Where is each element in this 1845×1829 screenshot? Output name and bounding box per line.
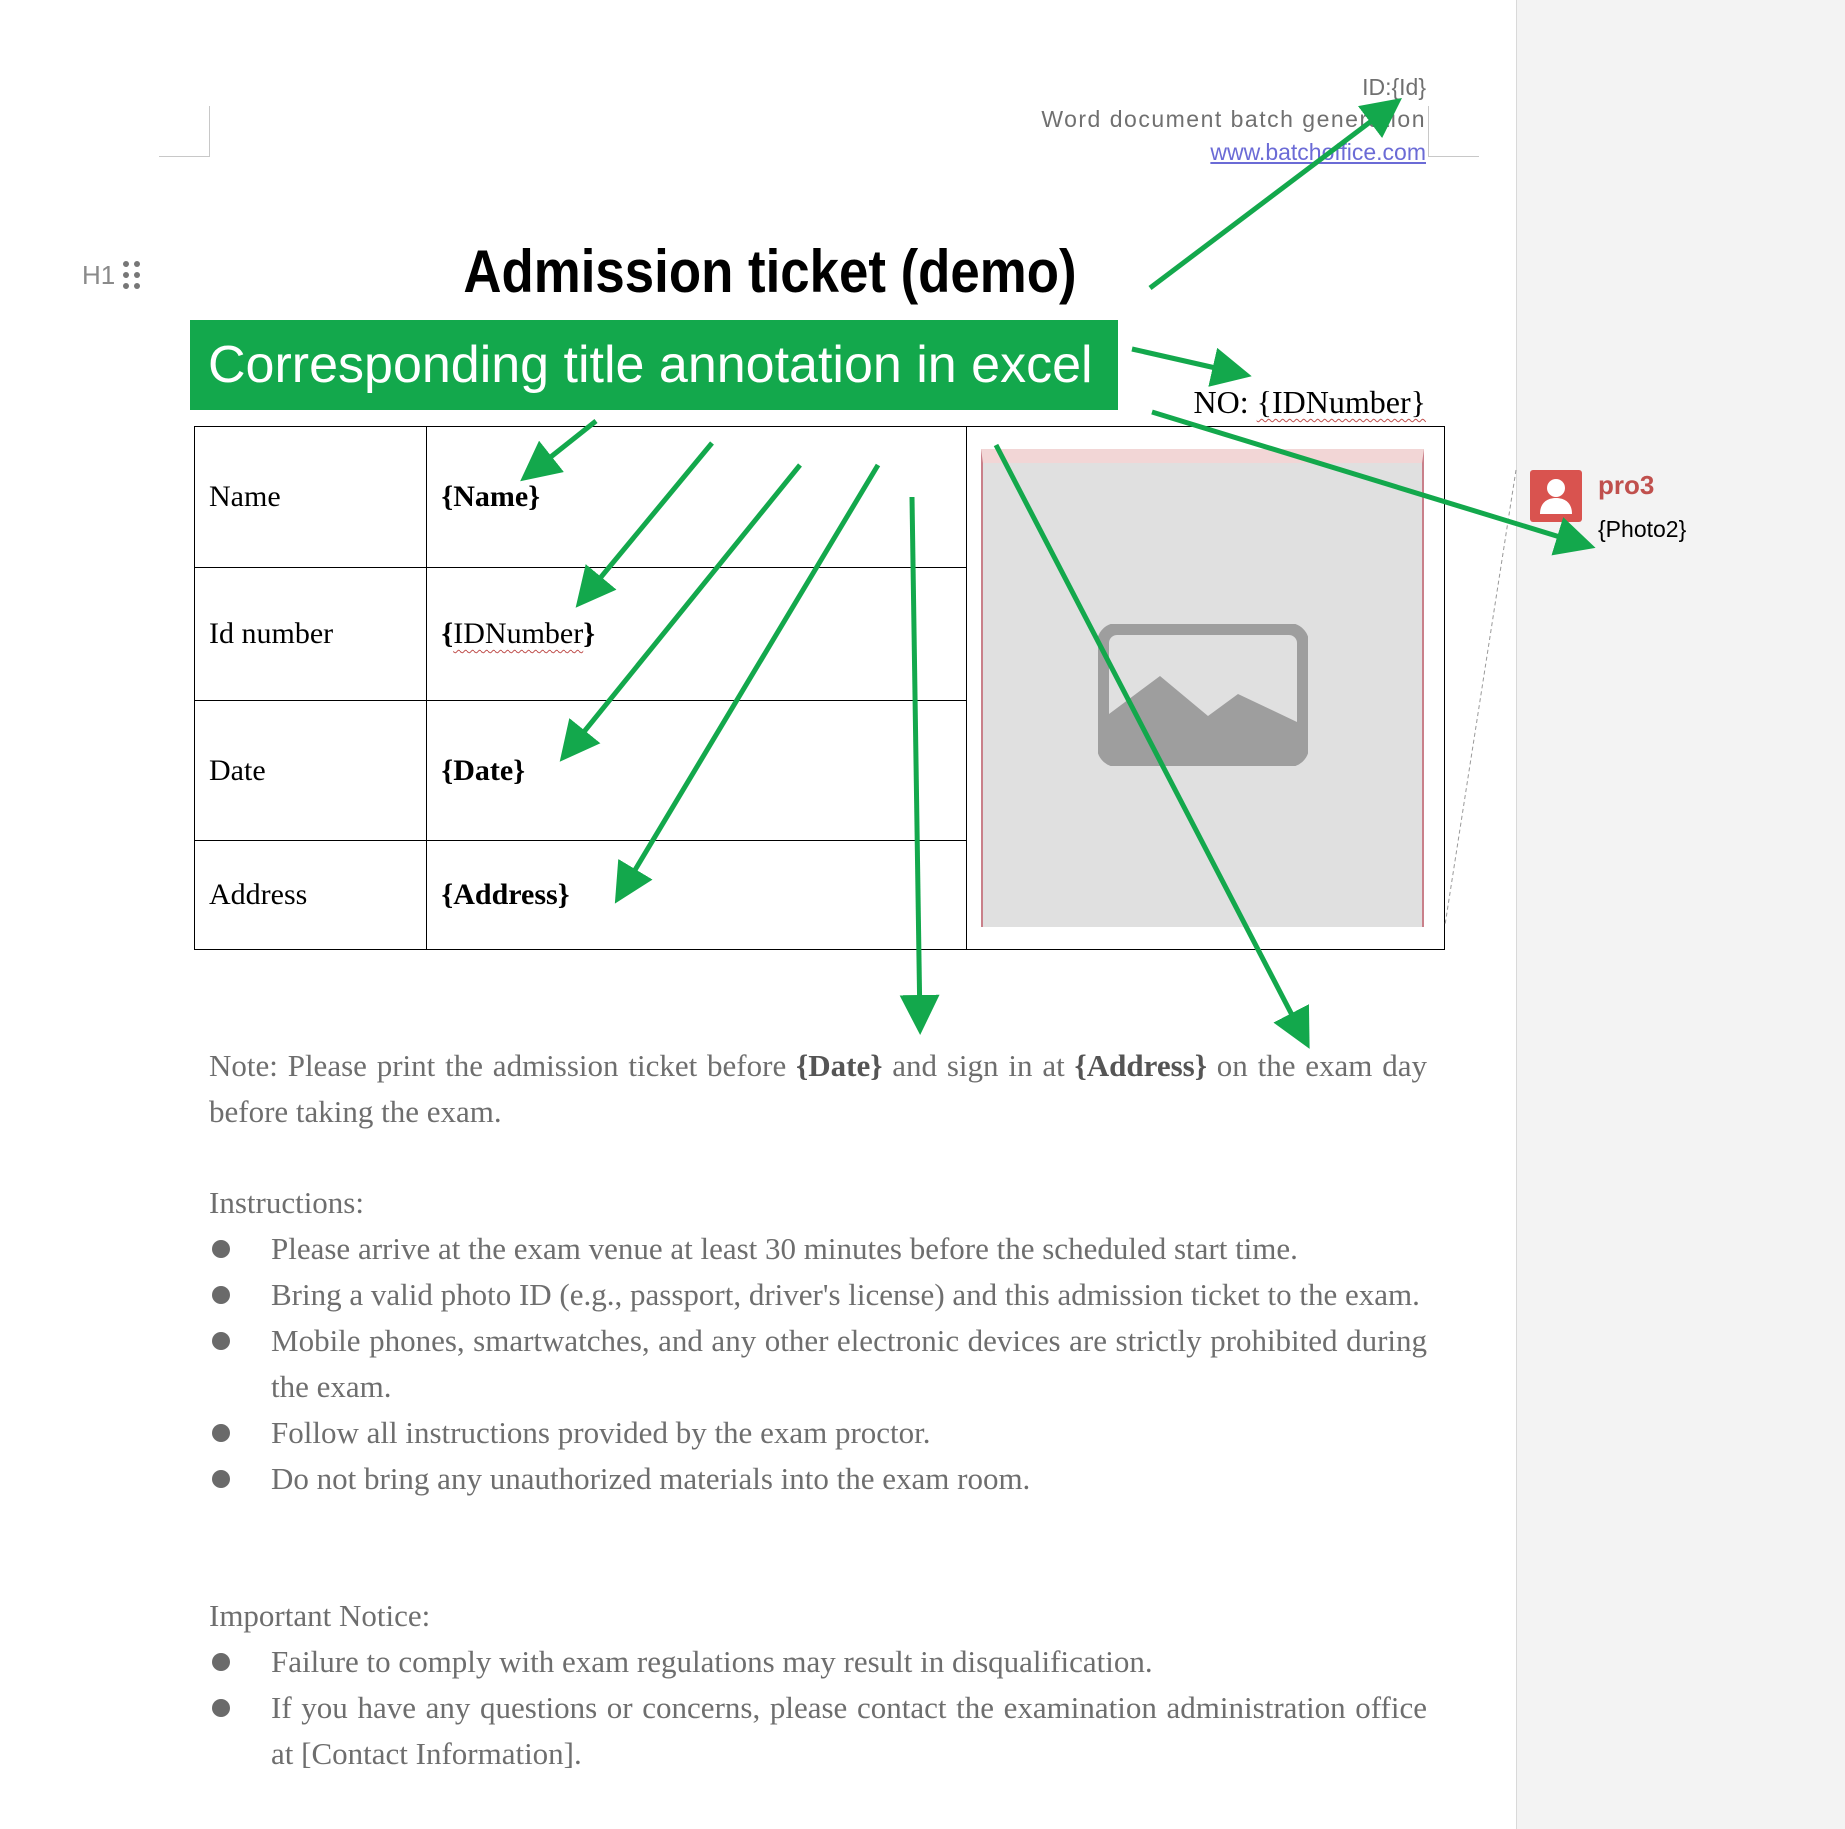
table-value-idnumber[interactable]: {IDNumber}	[427, 568, 967, 701]
comment-text[interactable]: {Photo2}	[1598, 516, 1687, 542]
instructions-heading[interactable]: Instructions:	[209, 1185, 364, 1220]
note-text-2: and sign in at	[882, 1048, 1075, 1083]
bullet-icon	[212, 1240, 230, 1258]
note-date-field: {Date}	[796, 1048, 883, 1083]
bullet-icon	[212, 1653, 230, 1671]
comment-pane	[1516, 0, 1845, 1829]
bullet-icon	[212, 1470, 230, 1488]
list-item[interactable]	[209, 1226, 1427, 1272]
image-placeholder-icon	[1098, 624, 1308, 766]
list-item-text: If you have any questions or concerns, please contact the examination administration office at [Contact Information].	[271, 1690, 1427, 1771]
table-value-date[interactable]: {Date}	[427, 701, 967, 841]
list-item-text: Follow all instructions provided by the exam proctor.	[271, 1415, 931, 1450]
list-item-text: Bring a valid photo ID (e.g., passport, driver's license) and this admission ticket to the exam.	[271, 1277, 1420, 1312]
note-text-1: Note: Please print the admission ticket before	[209, 1048, 797, 1083]
header-link[interactable]: www.batchoffice.com	[1210, 139, 1426, 165]
table-label-address[interactable]: Address	[195, 841, 427, 950]
table-value-address[interactable]: {Address}	[427, 841, 967, 950]
page-corner-mark-left	[159, 106, 210, 157]
instructions-section	[209, 1180, 1427, 1502]
instructions-list	[209, 1226, 1427, 1502]
ticket-number[interactable]	[1150, 384, 1426, 421]
annotation-banner: Corresponding title annotation in excel	[190, 320, 1118, 410]
heading-level-label: H1	[82, 259, 116, 290]
list-item[interactable]	[209, 1456, 1427, 1502]
photo-placeholder[interactable]	[981, 449, 1424, 927]
important-heading[interactable]: Important Notice:	[209, 1598, 431, 1633]
ticket-number-field: {IDNumber}	[1256, 384, 1426, 420]
ticket-table	[194, 426, 1445, 950]
bullet-icon	[212, 1424, 230, 1442]
list-item-text: Please arrive at the exam venue at least 30 minutes before the scheduled start time.	[271, 1231, 1298, 1266]
table-label-date[interactable]: Date	[195, 701, 427, 841]
list-item[interactable]	[209, 1639, 1427, 1685]
bullet-icon	[212, 1286, 230, 1304]
list-item[interactable]	[209, 1272, 1427, 1318]
user-avatar-icon	[1530, 470, 1582, 522]
page-corner-mark-right	[1428, 106, 1479, 157]
ticket-number-prefix: NO:	[1193, 384, 1257, 420]
comment-author: pro3	[1598, 470, 1655, 500]
note-text-3: on the exam day before taking the exam.	[209, 1048, 1428, 1129]
list-item[interactable]	[209, 1685, 1427, 1777]
drag-dots-icon	[123, 261, 140, 289]
list-item-text: Do not bring any unauthorized materials into the exam room.	[271, 1461, 1031, 1496]
header-id-field[interactable]: ID:{Id}	[1362, 74, 1426, 100]
table-label-name[interactable]: Name	[195, 427, 427, 568]
list-item-text: Mobile phones, smartwatches, and any other electronic devices are strictly prohibited during the exam.	[271, 1323, 1427, 1404]
bullet-icon	[212, 1699, 230, 1717]
idnumber-field-text: IDNumber	[453, 617, 584, 650]
photo-cell[interactable]	[967, 427, 1445, 950]
note-paragraph[interactable]	[209, 1043, 1427, 1135]
heading-drag-handle[interactable]	[82, 258, 152, 292]
table-value-name[interactable]: {Name}	[427, 427, 967, 568]
header-subtitle[interactable]: Word document batch generation	[1041, 106, 1426, 132]
list-item[interactable]	[209, 1410, 1427, 1456]
list-item-text: Failure to comply with exam regulations may result in disqualification.	[271, 1644, 1153, 1679]
table-row-name	[195, 427, 1445, 568]
important-list	[209, 1639, 1427, 1777]
table-label-idnumber[interactable]: Id number	[195, 568, 427, 701]
list-item[interactable]	[209, 1318, 1427, 1410]
important-section	[209, 1593, 1427, 1777]
document-title[interactable]: Admission ticket (demo)	[463, 238, 1077, 305]
note-address-field: {Address}	[1074, 1048, 1207, 1083]
bullet-icon	[212, 1332, 230, 1350]
